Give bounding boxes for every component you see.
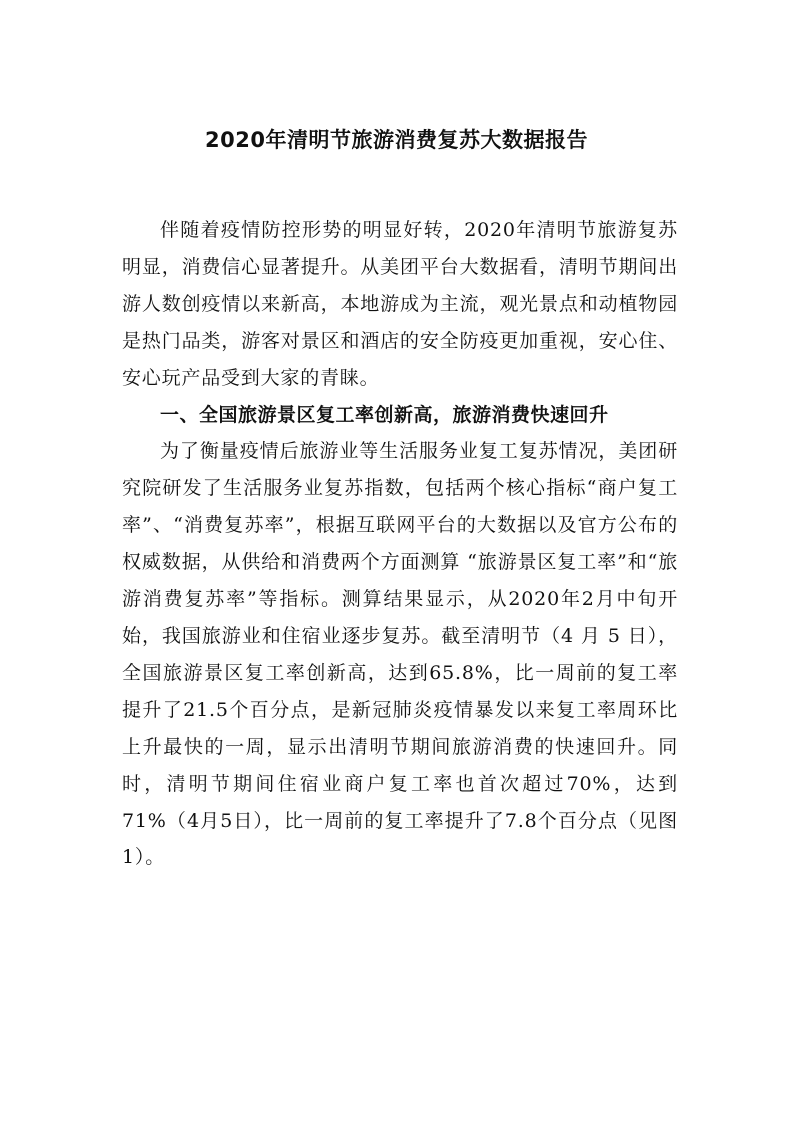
section-1-heading: 一、全国旅游景区复工率创新高，旅游消费快速回升: [160, 403, 609, 426]
intro-paragraph: 伴随着疫情防控形势的明显好转，2020年清明节旅游复苏明显，消费信心显著提升。从美团平台大数据看，清明节期间出游人数创疫情以来新高，本地游成为主流，观光景点和动植物园是热门品类，游客对景区和酒店的安全防疫更加重视，安心住、安心玩产品受到大家的青睐。: [122, 219, 678, 389]
document-body: [122, 212, 678, 876]
document-title: 2020年清明节旅游消费复苏大数据报告: [205, 128, 588, 152]
section-1-paragraph: 为了衡量疫情后旅游业等生活服务业复工复苏情况，美团研究院研发了生活服务业复苏指数，包括两个核心指标“商户复工率”、“消费复苏率”，根据互联网平台的大数据以及官方公布的权威数据，从供给和消费两个方面测算 “旅游景区复工率”和“旅游消费复苏率”等指标。测算结果显示，从2020年2月中旬开始，我国旅游业和住宿业逐步复苏。截至清明节（4 月 5 日），全国旅游景区复工率创新高，达到65.8%，比一周前的复工率提升了21.5个百分点，是新冠肺炎疫情暴发以来复工率周环比上升最快的一周，显示出清明节期间旅游消费的快速回升。同时，清明节期间住宿业商户复工率也首次超过70%，达到71%（4月5日），比一周前的复工率提升了7.8个百分点（见图1）。: [122, 440, 678, 869]
